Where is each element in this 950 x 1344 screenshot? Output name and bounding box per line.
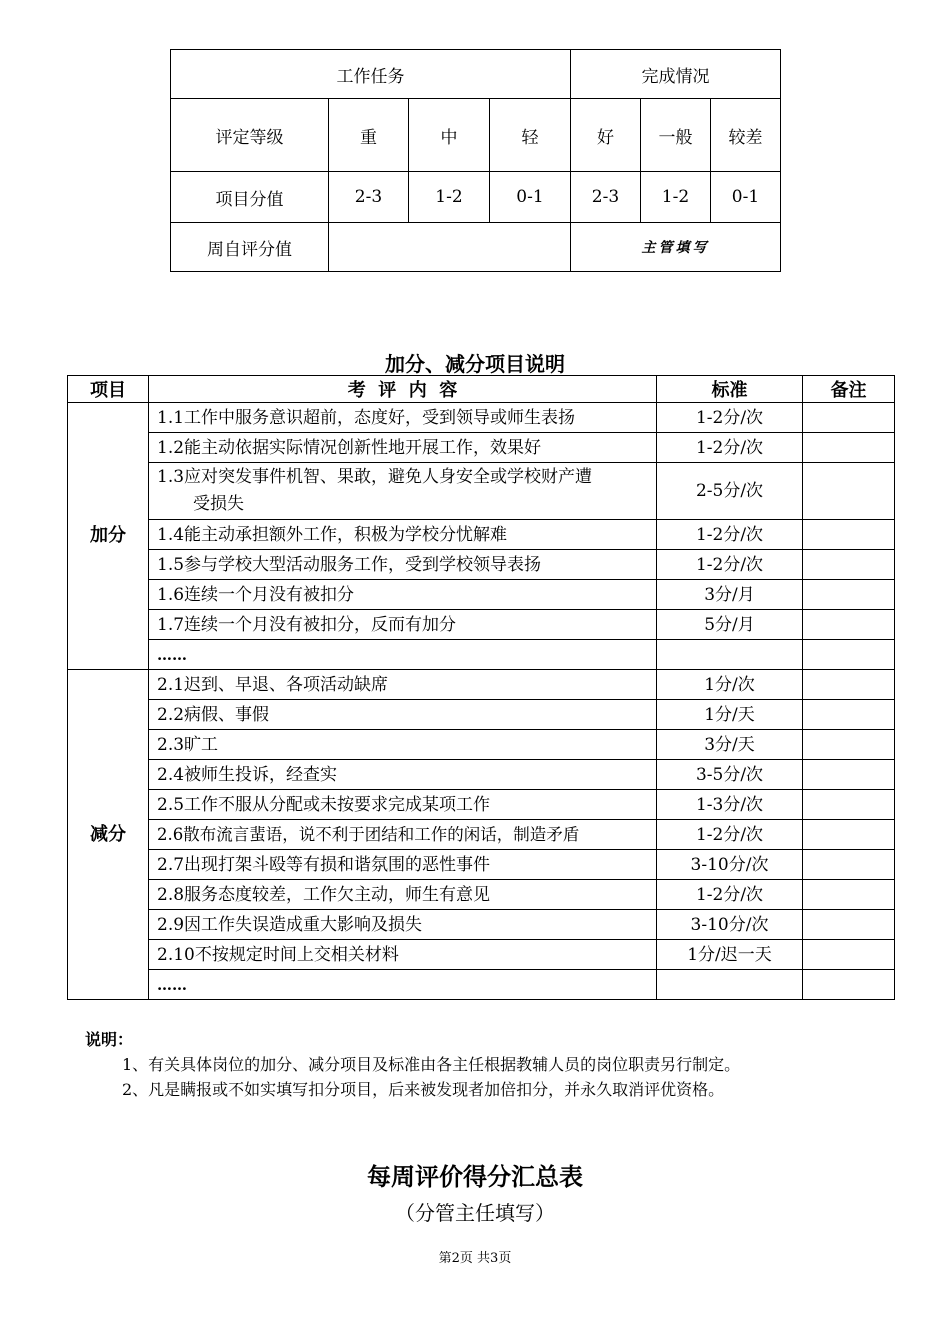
- row-standard: [657, 970, 803, 1000]
- task-rating-table: [170, 49, 781, 272]
- header-standard: 标准: [657, 376, 803, 403]
- table-row: [68, 463, 895, 520]
- row-content: 2.5工作不服从分配或未按要求完成某项工作: [149, 790, 657, 820]
- row-remark[interactable]: [803, 910, 895, 940]
- row-standard: 1-3分/次: [657, 790, 803, 820]
- row-remark[interactable]: [803, 880, 895, 910]
- score-cell: 1-2: [641, 172, 711, 223]
- row-content-line: 受损失: [193, 494, 244, 514]
- row-content: [149, 463, 657, 520]
- score-label: 项目分值: [171, 172, 329, 223]
- table-row: [68, 970, 895, 1000]
- header-remark: 备注: [803, 376, 895, 403]
- row-remark[interactable]: [803, 970, 895, 1000]
- row-remark[interactable]: [803, 610, 895, 640]
- header-item: 项目: [68, 376, 149, 403]
- row-standard: 1-2分/次: [657, 403, 803, 433]
- row-content: ……: [149, 970, 657, 1000]
- table-row: [68, 550, 895, 580]
- row-standard: 1-2分/次: [657, 433, 803, 463]
- table-row: [68, 610, 895, 640]
- row-remark[interactable]: [803, 700, 895, 730]
- grade-label: 评定等级: [171, 99, 329, 172]
- score-cell: 0-1: [711, 172, 781, 223]
- row-content: 2.2病假、事假: [149, 700, 657, 730]
- grade-cell: 中: [409, 99, 490, 172]
- row-standard: [657, 640, 803, 670]
- row-standard: 1-2分/次: [657, 880, 803, 910]
- row-standard: 1分/天: [657, 700, 803, 730]
- row-content-line: 1.3应对突发事件机智、果敢，避免人身安全或学校财产遭: [157, 467, 593, 487]
- supervisor-fill-note: 主管填写: [571, 223, 781, 272]
- row-standard: 2-5分/次: [657, 463, 803, 520]
- row-remark[interactable]: [803, 730, 895, 760]
- summary-subtitle: （分管主任填写）: [395, 1201, 555, 1225]
- row-standard: 1-2分/次: [657, 820, 803, 850]
- grade-cell: 重: [329, 99, 409, 172]
- row-remark[interactable]: [803, 640, 895, 670]
- row-standard: 1-2分/次: [657, 550, 803, 580]
- row-content: 2.6散布流言蜚语，说不利于团结和工作的闲话，制造矛盾: [149, 820, 657, 850]
- row-standard: 1-2分/次: [657, 520, 803, 550]
- table-row: [68, 880, 895, 910]
- notes-heading: 说明：: [85, 1030, 134, 1049]
- table-row: [68, 910, 895, 940]
- table-row: [68, 403, 895, 433]
- header-content: 考 评 内 容: [149, 376, 657, 403]
- row-remark[interactable]: [803, 550, 895, 580]
- add-category: 加分: [68, 403, 149, 670]
- row-content: 1.4能主动承担额外工作，积极为学校分忧解难: [149, 520, 657, 550]
- row-standard: 1分/次: [657, 670, 803, 700]
- row-standard: 3分/天: [657, 730, 803, 760]
- row-remark[interactable]: [803, 850, 895, 880]
- page-footer: 第2页 共3页: [438, 1251, 512, 1266]
- note-item: 1、有关具体岗位的加分、减分项目及标准由各主任根据教辅人员的岗位职责另行制定。: [122, 1055, 741, 1074]
- grade-cell: 较差: [711, 99, 781, 172]
- grade-cell: 轻: [490, 99, 571, 172]
- row-content: 2.8服务态度较差，工作欠主动，师生有意见: [149, 880, 657, 910]
- row-remark[interactable]: [803, 463, 895, 520]
- row-remark[interactable]: [803, 940, 895, 970]
- self-score-input[interactable]: [329, 223, 571, 272]
- section-title: 加分、减分项目说明: [385, 352, 565, 376]
- row-content: 1.7连续一个月没有被扣分，反而有加分: [149, 610, 657, 640]
- row-content: 2.1迟到、早退、各项活动缺席: [149, 670, 657, 700]
- row-standard: 3-5分/次: [657, 760, 803, 790]
- row-standard: 1分/迟一天: [657, 940, 803, 970]
- table-row: [68, 940, 895, 970]
- row-remark[interactable]: [803, 820, 895, 850]
- summary-title: 每周评价得分汇总表: [367, 1162, 583, 1191]
- row-content: 2.3旷工: [149, 730, 657, 760]
- work-task-header: 工作任务: [171, 50, 571, 99]
- table-row: [68, 730, 895, 760]
- row-content: 2.9因工作失误造成重大影响及损失: [149, 910, 657, 940]
- row-content: 1.1工作中服务意识超前，态度好，受到领导或师生表扬: [149, 403, 657, 433]
- row-content: 1.6连续一个月没有被扣分: [149, 580, 657, 610]
- row-remark[interactable]: [803, 520, 895, 550]
- note-item: 2、凡是瞒报或不如实填写扣分项目，后来被发现者加倍扣分，并永久取消评优资格。: [122, 1080, 725, 1099]
- row-content: 1.5参与学校大型活动服务工作，受到学校领导表扬: [149, 550, 657, 580]
- subtract-category: 减分: [68, 670, 149, 1000]
- row-content: ……: [149, 640, 657, 670]
- table-row: [68, 850, 895, 880]
- table-row: [68, 580, 895, 610]
- table-row: [68, 520, 895, 550]
- grade-cell: 一般: [641, 99, 711, 172]
- table-row: [68, 433, 895, 463]
- table-row: [68, 760, 895, 790]
- row-remark[interactable]: [803, 760, 895, 790]
- table-row: [68, 700, 895, 730]
- bonus-penalty-table: [67, 375, 895, 1000]
- completion-header: 完成情况: [571, 50, 781, 99]
- row-remark[interactable]: [803, 580, 895, 610]
- score-cell: 2-3: [571, 172, 641, 223]
- row-remark[interactable]: [803, 790, 895, 820]
- row-remark[interactable]: [803, 670, 895, 700]
- row-standard: 5分/月: [657, 610, 803, 640]
- row-content: 1.2能主动依据实际情况创新性地开展工作，效果好: [149, 433, 657, 463]
- score-cell: 1-2: [409, 172, 490, 223]
- row-standard: 3-10分/次: [657, 910, 803, 940]
- score-cell: 0-1: [490, 172, 571, 223]
- row-content: 2.10不按规定时间上交相关材料: [149, 940, 657, 970]
- row-standard: 3分/月: [657, 580, 803, 610]
- row-content: 2.4被师生投诉，经查实: [149, 760, 657, 790]
- self-score-label: 周自评分值: [171, 223, 329, 272]
- table-row: [68, 820, 895, 850]
- row-standard: 3-10分/次: [657, 850, 803, 880]
- table-row: [68, 640, 895, 670]
- score-cell: 2-3: [329, 172, 409, 223]
- row-remark[interactable]: [803, 403, 895, 433]
- table-row: [68, 670, 895, 700]
- grade-cell: 好: [571, 99, 641, 172]
- table-row: [68, 790, 895, 820]
- row-remark[interactable]: [803, 433, 895, 463]
- row-content: 2.7出现打架斗殴等有损和谐氛围的恶性事件: [149, 850, 657, 880]
